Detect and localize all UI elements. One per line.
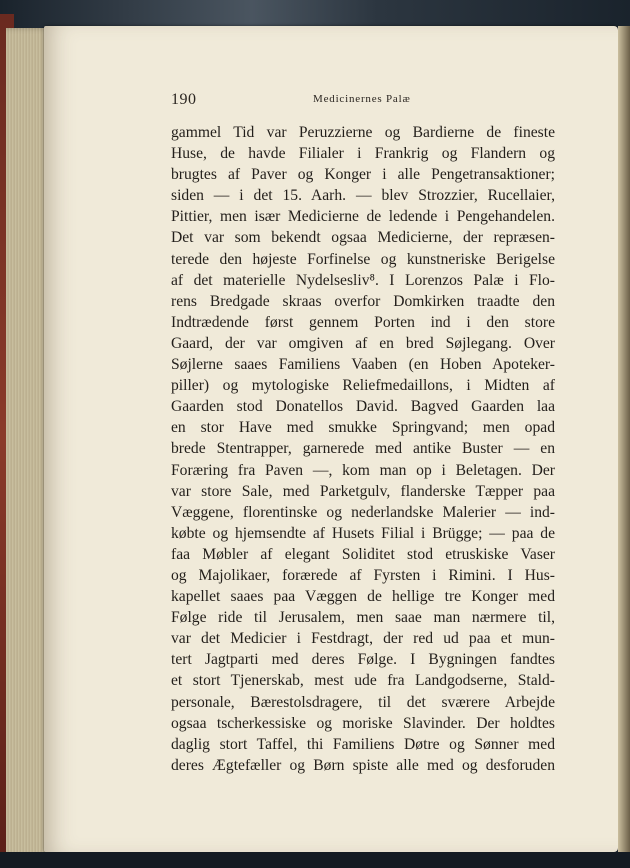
text-line: terede den højeste Forfinelse og kunstneriske Berigelse: [171, 250, 555, 268]
text-line: Huse, de havde Filialer i Frankrig og Flandern og: [171, 145, 555, 163]
text-line: ogsaa tscherkessiske og moriske Slavinder. Der holdtes: [171, 714, 555, 732]
body-text: [171, 122, 555, 776]
text-line: piller) og mytologiske Reliefmedaillons, i Midten af: [171, 377, 555, 395]
text-line: Væggene, florentinske og nederlandske Malerier — ind-: [171, 503, 555, 521]
text-line: Gaarden stod Donatellos David. Bagved Gaarden laa: [171, 398, 555, 416]
text-line: gammel Tid var Peruzzierne og Bardierne de fineste: [171, 124, 555, 141]
text-line: Pittier, men især Medicierne de ledende i Pengehandelen.: [171, 208, 555, 226]
text-line: personale, Bærestolsdragere, til det sværere Arbejde: [171, 693, 555, 711]
text-line: Indtrædende først gennem Porten ind i den store: [171, 313, 555, 331]
text-line: et stort Tjenerskab, mest ude fra Landgodserne, Stald-: [171, 672, 555, 690]
text-line: af det materielle Nydelsesliv⁸. I Lorenzos Palæ i Flo-: [171, 271, 555, 289]
text-line: var det Medicier i Festdragt, der red ud paa et mun-: [171, 630, 555, 648]
background-bottom-strip: [0, 852, 630, 868]
text-line: faa Møbler af elegant Soliditet stod etruskiske Vaser: [171, 545, 555, 563]
text-line: deres Ægtefæller og Børn spiste alle med og desforuden: [171, 756, 555, 774]
text-line: Følge ride til Jerusalem, men saae man nærmere til,: [171, 609, 555, 627]
text-line: en stor Have med smukke Springvand; men opad: [171, 419, 555, 437]
text-line: rens Bredgade skraas overfor Domkirken traadte den: [171, 292, 555, 310]
text-line: og Majolikaer, forærede af Fyrsten i Rimini. I Hus-: [171, 566, 555, 584]
text-line: købte og hjemsendte af Husets Filial i Brügge; — paa de: [171, 524, 555, 542]
page-right-edge: [618, 26, 630, 852]
text-line: var store Sale, med Parketgulv, flanderske Tæpper paa: [171, 482, 555, 500]
text-line: Gaard, der var omgiven af en bred Søjlegang. Over: [171, 334, 555, 352]
text-line: siden — i det 15. Aarh. — blev Strozzier, Rucellaier,: [171, 187, 555, 205]
text-line: tert Jagtparti med deres Følge. I Bygningen fandtes: [171, 651, 555, 669]
page-header: [127, 89, 557, 113]
running-head: Medicinernes Palæ: [313, 93, 411, 105]
text-line: brugtes af Paver og Konger i alle Pengetransaktioner;: [171, 166, 555, 184]
text-line: kapellet saaes paa Væggen de hellige tre Konger med: [171, 588, 555, 606]
text-line: Søjlerne saaes Familiens Vaaben (en Hoben Apoteker-: [171, 356, 555, 374]
text-line: Det var som bekendt ogsaa Medicierne, der repræsen-: [171, 229, 555, 247]
text-line: Foræring fra Paven —, kom man op i Beletagen. Der: [171, 461, 555, 479]
text-line: daglig stort Taffel, thi Familiens Døtre og Sønner med: [171, 735, 555, 753]
page-number: 190: [171, 91, 197, 108]
text-line: brede Stentrapper, garnerede med antike Buster — en: [171, 440, 555, 458]
